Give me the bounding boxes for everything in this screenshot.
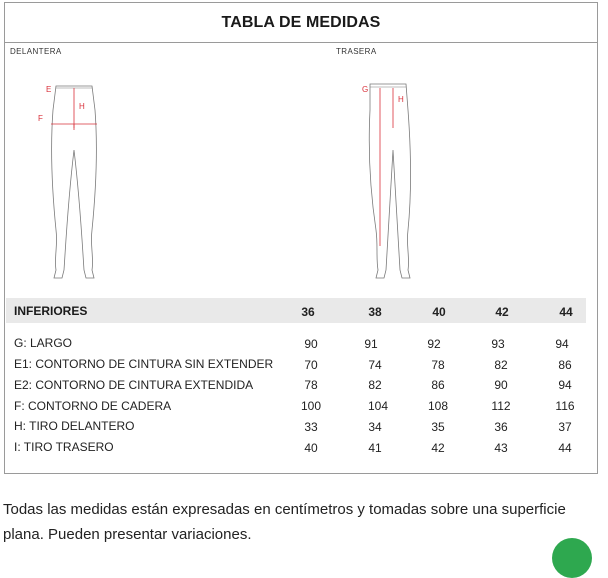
- front-label-h: H: [79, 102, 85, 111]
- front-view-label: DELANTERA: [10, 47, 62, 56]
- table-cell: 34: [368, 420, 382, 434]
- table-cell: 92: [427, 337, 441, 351]
- table-cell: 82: [368, 378, 382, 392]
- table-cell: 36: [494, 420, 508, 434]
- back-leggings-diagram: [356, 80, 426, 285]
- table-cell: 42: [431, 441, 445, 455]
- table-cell: 78: [304, 378, 318, 392]
- table-cell: 94: [555, 337, 569, 351]
- table-cell: 40: [304, 441, 318, 455]
- table-cell: 116: [555, 399, 575, 413]
- size-header-44: 44: [559, 305, 573, 319]
- front-label-f: F: [38, 114, 43, 123]
- row-label-back-rise: I: TIRO TRASERO: [14, 440, 114, 454]
- row-label-hip: F: CONTORNO DE CADERA: [14, 399, 172, 413]
- table-cell: 41: [368, 441, 382, 455]
- table-cell: 86: [558, 358, 572, 372]
- table-cell: 91: [364, 337, 378, 351]
- table-cell: 78: [431, 358, 445, 372]
- size-header-42: 42: [495, 305, 509, 319]
- floating-chat-button[interactable]: [552, 538, 592, 578]
- table-cell: 93: [491, 337, 505, 351]
- row-label-waist-stretched: E2: CONTORNO DE CINTURA EXTENDIDA: [14, 378, 254, 392]
- table-cell: 112: [491, 399, 511, 413]
- back-label-g: G: [362, 85, 369, 94]
- table-cell: 104: [367, 399, 389, 413]
- table-cell: 35: [431, 420, 445, 434]
- table-cell: 74: [368, 358, 382, 372]
- table-header-category: INFERIORES: [14, 304, 88, 318]
- table-cell: 108: [427, 399, 449, 413]
- table-cell: 70: [304, 358, 318, 372]
- size-header-36: 36: [301, 305, 315, 319]
- table-cell: 82: [494, 358, 508, 372]
- table-cell: 94: [558, 378, 572, 392]
- table-cell: 100: [300, 399, 322, 413]
- back-label-h: H: [398, 95, 404, 104]
- size-header-40: 40: [432, 305, 446, 319]
- front-label-e: E: [46, 85, 52, 94]
- table-cell: 37: [558, 420, 572, 434]
- table-cell: 44: [558, 441, 572, 455]
- measurement-note: Todas las medidas están expresadas en centímetros y tomadas sobre una superficie plana. Pueden presentar variaciones.: [3, 501, 566, 543]
- row-label-largo: G: LARGO: [14, 336, 73, 350]
- table-cell: 43: [494, 441, 508, 455]
- front-leggings-diagram: [34, 80, 114, 285]
- row-label-front-rise: H: TIRO DELANTERO: [14, 419, 135, 433]
- table-cell: 86: [431, 378, 445, 392]
- size-header-38: 38: [368, 305, 382, 319]
- size-chart-title-bar: [5, 3, 597, 43]
- back-view-label: TRASERA: [336, 47, 377, 56]
- size-chart-title: TABLA DE MEDIDAS: [221, 13, 381, 31]
- table-cell: 90: [494, 378, 508, 392]
- row-label-waist-unstretched: E1: CONTORNO DE CINTURA SIN EXTENDER: [14, 357, 274, 371]
- table-cell: 90: [304, 337, 318, 351]
- table-cell: 33: [304, 420, 318, 434]
